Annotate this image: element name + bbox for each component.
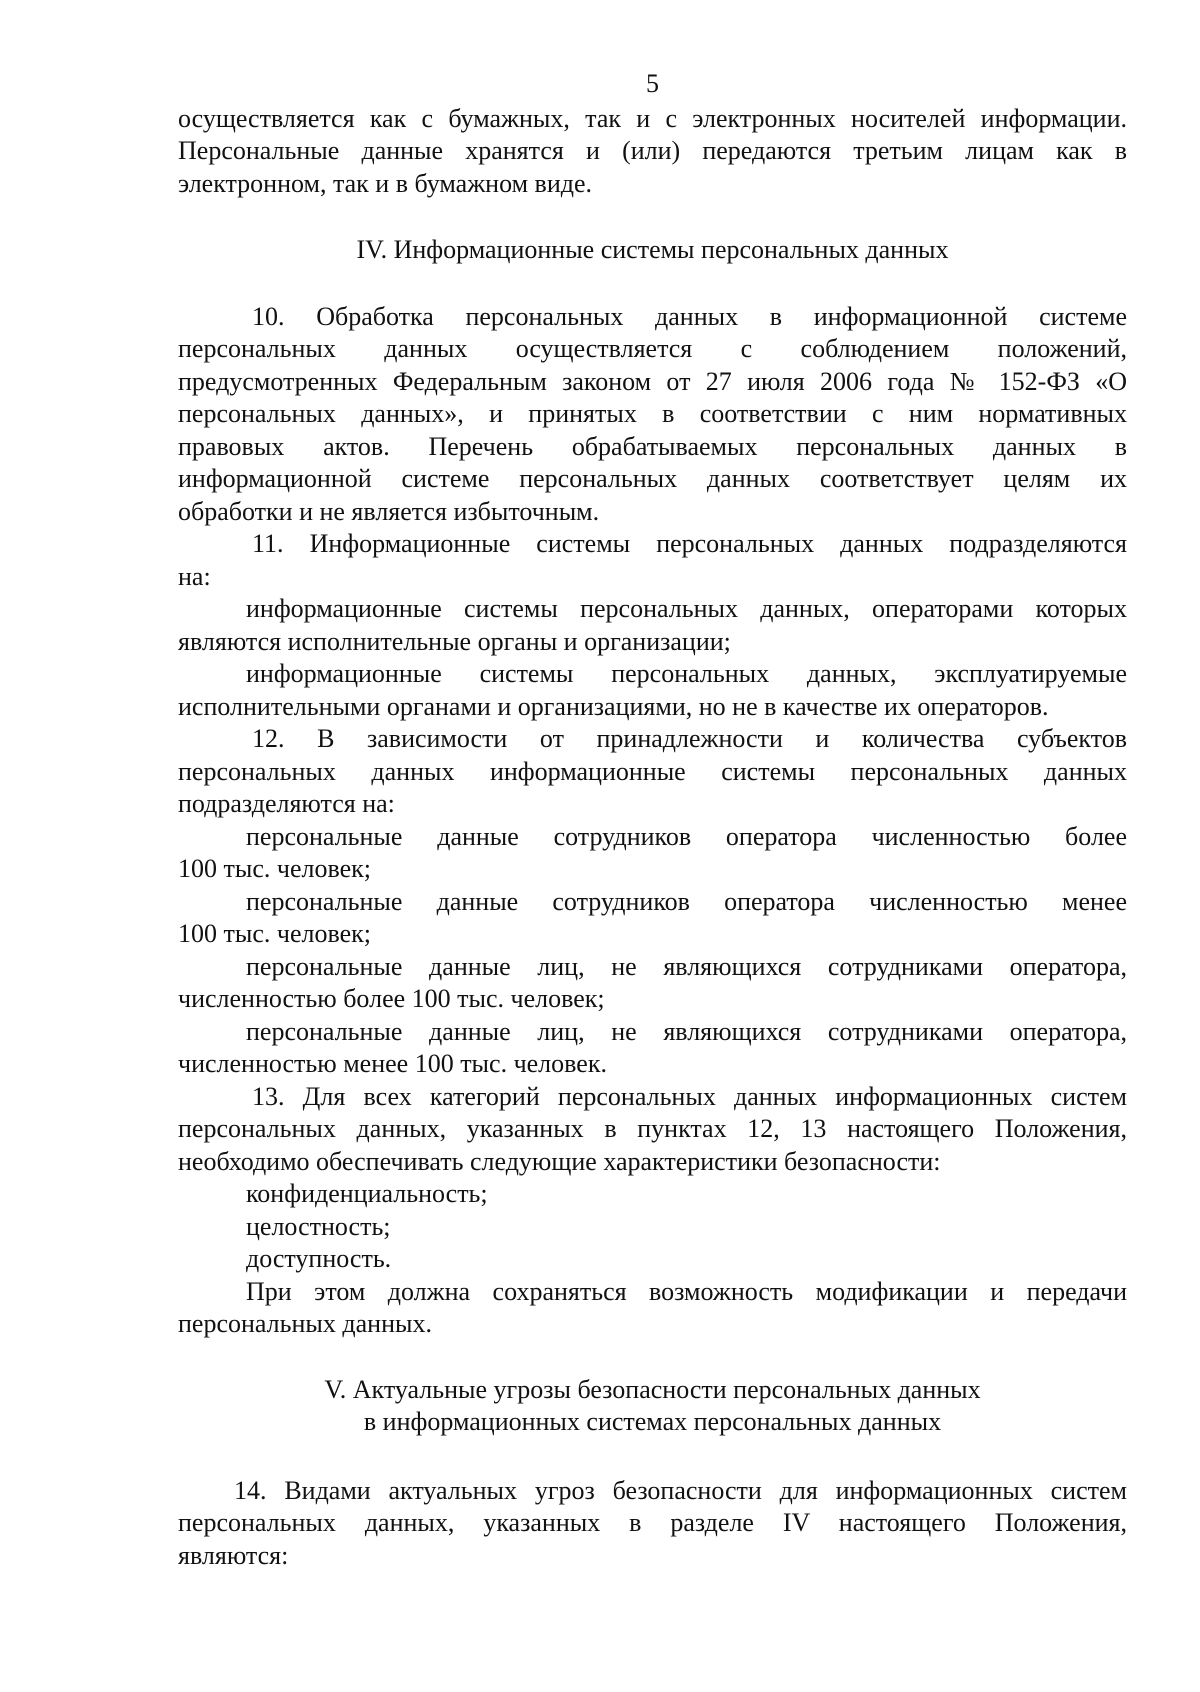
text-line: 14. Видами актуальных угроз безопасности для информационных систем bbox=[234, 1475, 1127, 1505]
paragraph-10 bbox=[178, 301, 1127, 529]
text-line: персональных данных. bbox=[178, 1309, 432, 1338]
text-line: 12. В зависимости от принадлежности и количества субъектов bbox=[252, 724, 1127, 753]
text-line: персональных данных информационные системы персональных данных bbox=[178, 756, 1127, 786]
text-line: информационные системы персональных данных, эксплуатируемые bbox=[246, 659, 1127, 688]
text-line: 100 тыс. человек; bbox=[178, 919, 371, 948]
heading-line: V. Актуальные угрозы безопасности персональных данных bbox=[324, 1374, 981, 1404]
text-line: являются исполнительные органы и организации; bbox=[178, 626, 731, 656]
text-line: персональные данные лиц, не являющихся сотрудниками оператора, bbox=[246, 1016, 1127, 1046]
text-line: исполнительными органами и организациями, но не в качестве их операторов. bbox=[178, 691, 1049, 721]
paragraph-12 bbox=[178, 723, 1127, 821]
text-line: персональных данных, указанных в пунктах 12, 13 настоящего Положения, bbox=[178, 1114, 1127, 1143]
paragraph-13 bbox=[178, 1081, 1127, 1179]
list-item-12-4 bbox=[178, 1016, 1127, 1081]
text-line: численностью более 100 тыс. человек; bbox=[178, 984, 605, 1013]
section-5-heading bbox=[178, 1374, 1127, 1439]
text-line: предусмотренных Федеральным законом от 27 июля 2006 года № 152-ФЗ «О bbox=[178, 366, 1127, 396]
list-item-12-2 bbox=[178, 886, 1127, 951]
list-item-13-1: конфиденциальность; bbox=[246, 1179, 488, 1208]
text-line: персональных данных осуществляется с соблюдением положений, bbox=[178, 334, 1127, 363]
heading-line: в информационных системах персональных данных bbox=[363, 1407, 942, 1436]
text-line: 100 тыс. человек; bbox=[178, 854, 371, 883]
text-line: осуществляется как с бумажных, так и с электронных носителей информации. bbox=[178, 103, 1127, 133]
list-item-13-3: доступность. bbox=[246, 1244, 392, 1273]
text-line: являются: bbox=[178, 1540, 289, 1570]
list-item-11-1 bbox=[178, 593, 1127, 658]
text-line: персональных данных», и принятых в соответствии с ним нормативных bbox=[178, 399, 1127, 428]
text-line: обработки и не является избыточным. bbox=[178, 496, 600, 526]
paragraph-13-note bbox=[178, 1276, 1127, 1341]
text-line: персональных данных, указанных в разделе IV настоящего Положения, bbox=[178, 1508, 1127, 1537]
paragraph-14 bbox=[178, 1475, 1127, 1573]
text-line: информационной системе персональных данных соответствует целям их bbox=[178, 464, 1127, 493]
text-line: Персональные данные хранятся и (или) передаются третьим лицам как в bbox=[178, 136, 1127, 165]
text-line: 10. Обработка персональных данных в информационной системе bbox=[252, 301, 1127, 331]
intro-paragraph bbox=[178, 103, 1127, 201]
text-line: подразделяются на: bbox=[178, 789, 395, 818]
text-line: численностью менее 100 тыс. человек. bbox=[178, 1049, 607, 1078]
list-item-12-3 bbox=[178, 951, 1127, 1016]
text-line: правовых актов. Перечень обрабатываемых персональных данных в bbox=[178, 431, 1127, 461]
paragraph-11 bbox=[178, 528, 1127, 593]
text-line: электронном, так и в бумажном виде. bbox=[178, 168, 593, 198]
text-line: персональные данные сотрудников оператора численностью более bbox=[246, 821, 1127, 851]
section-4-heading: IV. Информационные системы персональных данных bbox=[356, 235, 949, 264]
list-item-13-2: целостность; bbox=[246, 1211, 391, 1241]
list-item-11-2 bbox=[178, 658, 1127, 723]
page-number: 5 bbox=[646, 69, 659, 98]
text-line: 11. Информационные системы персональных данных подразделяются bbox=[252, 529, 1127, 558]
text-line: на: bbox=[178, 561, 211, 591]
text-line: информационные системы персональных данных, операторами которых bbox=[246, 594, 1127, 623]
list-item-12-1 bbox=[178, 821, 1127, 886]
text-line: персональные данные лиц, не являющихся сотрудниками оператора, bbox=[246, 951, 1127, 981]
text-line: При этом должна сохраняться возможность модификации и передачи bbox=[246, 1276, 1127, 1306]
text-line: 13. Для всех категорий персональных данных информационных систем bbox=[252, 1081, 1127, 1111]
text-line: персональные данные сотрудников оператора численностью менее bbox=[246, 886, 1127, 916]
text-line: необходимо обеспечивать следующие характеристики безопасности: bbox=[178, 1146, 941, 1176]
